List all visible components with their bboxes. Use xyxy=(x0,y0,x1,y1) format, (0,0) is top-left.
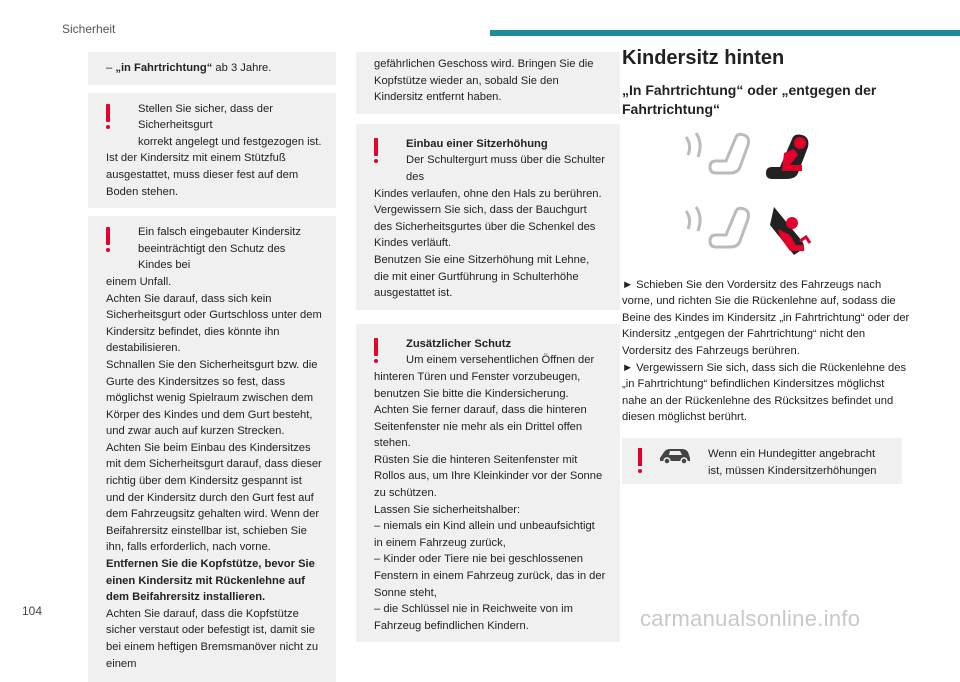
warning-icon xyxy=(106,227,110,245)
instruction-2: ► Vergewissern Sie sich, dass sich die Rückenlehne des „in Fahrtrichtung“ befindlichen Kindersitzes möglichst nahe an der Rückenlehne des Rücksitzes befindet und diesen möglichst berührt. xyxy=(622,361,907,424)
header-accent-bar xyxy=(490,30,960,36)
column-1 xyxy=(88,52,336,682)
column-2 xyxy=(356,52,620,642)
subsection-heading: „In Fahrtrichtung“ oder „entgegen der Fahrtrichtung“ xyxy=(622,81,877,117)
warning-icon xyxy=(106,104,110,122)
page-number: 104 xyxy=(22,604,43,618)
instruction-1: ► Schieben Sie den Vordersitz des Fahrzeugs nach vorne, und richten Sie die Rückenlehne auf, sodass die Beine des Kindes im Kindersitz „in Fahrtrichtung“ oder der Kindersitz „entgegen der Fahrtrichtung“ nicht den Vordersitz des Fahrzeugs berühren. xyxy=(622,278,910,357)
warning-additional-protection: Zusätzlicher Schutz Um einem versehentlichen Öffnen der hinteren Türen und Fenster vorzubeugen, benutzen Sie bitte die Kindersicherung. Achten Sie ferner darauf, dass die hinteren Seitenfenster nie mehr als ein Drittel offen stehen. Rüsten Sie die hinteren Seitenfenster mit Rollos aus, um Ihre Kleinkinder vor der Sonne zu schützen. Lassen Sie sicherheitshalber: – niemals ein Kind allein und unbeaufsichtigt in einem Fahrzeug zurück, – Kinder oder Tiere nie bei geschlossenen Fenstern in einem Fahrzeug zurück, das in der Sonne steht, – die Schlüssel nie in Reichweite von im Fahrzeug befindlichen Kindern. xyxy=(356,324,620,643)
warning-icon xyxy=(374,338,378,356)
warning-installation: Ein falsch eingebauter Kindersitz beeinträchtigt den Schutz des Kindes bei einem Unfall. Achten Sie darauf, dass sich kein Sicherheitsgurt oder Gurtschloss unter dem Kindersitz befindet, dies könnte ihn destabilisieren. Schnallen Sie den Sicherheitsgurt bzw. die Gurte des Kindersitzes so fest, dass möglichst wenig Spielraum zwischen dem Körper des Kindes und dem Gurt besteht, und zwar auch auf kurzen Strecken. Achten Sie beim Einbau des Kindersitzes mit dem Sicherheitsgurt darauf, dass dieser richtig über dem Kindersitz gespannt ist und der Kindersitz durch den Gurt fest auf dem Fahrzeugsitz gehalten wird. Wenn der Beifahrersitz einstellbar ist, schieben Sie ihn, falls erforderlich, nach vorne. Entfernen Sie die Kopfstütze, bevor Sie einen Kindersitz mit Rückenlehne auf dem Beifahrersitz installieren. Achten Sie darauf, dass die Kopfstütze sicher verstaut oder befestigt ist, damit sie bei einem heftigen Bremsmanöver nicht zu einem xyxy=(106,226,322,670)
warning-belt: Stellen Sie sicher, dass der Sicherheitsgurt korrekt angelegt und festgezogen ist. Ist der Kindersitz mit einem Stützfuß ausgestattet, muss dieser fest auf dem Boden stehen. xyxy=(106,102,322,198)
warning-icon xyxy=(374,138,378,156)
list-item: – niemals ein Kind allein und unbeaufsichtigt in einem Fahrzeug zurück, xyxy=(374,520,595,549)
warning-icon xyxy=(638,448,642,466)
age-line-bold: „in Fahrtrichtung“ xyxy=(115,62,213,74)
headrest-instruction: Entfernen Sie die Kopfstütze, bevor Sie einen Kindersitz mit Rückenlehne auf dem Beifahrersitz installieren. xyxy=(106,558,315,604)
continued-text: gefährlichen Geschoss wird. Bringen Sie die Kopfstütze wieder an, sobald Sie den Kindersitz entfernt haben. xyxy=(374,58,594,104)
column-3 xyxy=(622,47,912,484)
section-title: Sicherheit xyxy=(62,22,116,36)
list-item: – die Schlüssel nie in Reichweite von im Fahrzeug befindlichen Kindern. xyxy=(374,603,573,632)
section-heading: Kindersitz hinten xyxy=(622,47,785,69)
car-icon xyxy=(658,446,692,464)
forward-facing-seat-icon xyxy=(622,129,912,191)
warning-booster: Einbau einer Sitzerhöhung Der Schultergurt muss über die Schulter des Kindes verlaufen, ohne den Hals zu berühren. Vergewissern Sie sich, dass der Bauchgurt des Sicherheitsgurtes über die Schenkel des Kindes verläuft. Benutzen Sie eine Sitzerhöhung mit Lehne, die mit einer Gurtführung in Schulterhöhe ausgestattet ist. xyxy=(374,137,605,300)
dog-guard-note: Wenn ein Hundegitter angebracht ist, müssen Kindersitzerhöhungen xyxy=(622,438,902,484)
watermark: carmanualsonline.info xyxy=(640,606,861,631)
rear-facing-seat-icon xyxy=(622,201,912,263)
list-item: – Kinder oder Tiere nie bei geschlossenen Fenstern in einem Fahrzeug zurück, das in der Sonne steht, xyxy=(374,553,606,599)
age-line: – „in Fahrtrichtung“ ab 3 Jahre. xyxy=(106,62,272,74)
